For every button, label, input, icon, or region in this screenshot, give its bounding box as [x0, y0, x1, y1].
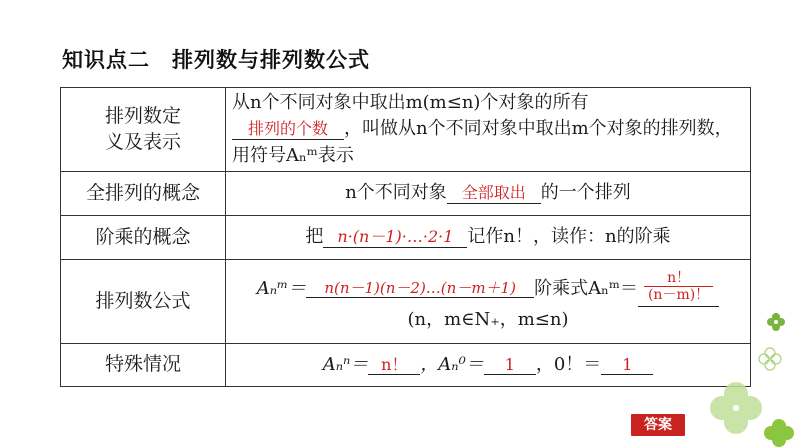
- definition-text-pre: 从n个不同对象中取出m(m≤n)个对象的所有: [232, 92, 589, 114]
- clover-icon: [758, 347, 782, 371]
- row-label-special-cases: 特殊情况: [61, 344, 226, 387]
- formula-factorial-label: 阶乘式Aₙᵐ＝: [534, 277, 638, 299]
- definition-answer-blank: 排列的个数: [232, 119, 344, 139]
- table-row: [61, 216, 751, 260]
- row-content-special-cases: [226, 344, 751, 387]
- factorial-answer-blank: n·(n－1)·…·2·1: [323, 227, 467, 247]
- formula-lhs: Aₙᵐ＝: [256, 277, 307, 299]
- special-case-1-label: Aₙⁿ＝: [322, 353, 369, 375]
- formula-fraction-blank: [638, 270, 719, 308]
- definition-text-post: ，叫做从n个不同对象中取出m个对象的排列数，用符号Aₙᵐ表示: [232, 118, 733, 166]
- special-case-3-label: ，0！＝: [535, 353, 602, 375]
- row-label-definition: 排列数定 义及表示: [61, 88, 226, 172]
- row-label-factorial: 阶乘的概念: [61, 216, 226, 260]
- permutation-table: [60, 87, 751, 387]
- special-case-2-label: ，Aₙ⁰＝: [420, 353, 484, 375]
- formula-condition: (n，m∈N₊，m≤n): [407, 309, 569, 331]
- full-permutation-text-pre: n个不同对象: [345, 182, 447, 204]
- answer-button[interactable]: 答案: [631, 414, 685, 436]
- factorial-text-post: 记作n！，读作：n的阶乘: [467, 226, 671, 248]
- formula-product-answer-blank: n(n－1)(n－2)…(n－m＋1): [306, 279, 534, 298]
- full-permutation-text-post: 的一个排列: [540, 182, 631, 204]
- section-title: 知识点二 排列数与排列数公式: [62, 48, 370, 72]
- special-case-3-answer-blank: 1: [601, 355, 653, 375]
- row-content-definition: [226, 88, 751, 172]
- row-content-full-permutation: [226, 172, 751, 216]
- table-row: [61, 172, 751, 216]
- row-content-formula: [226, 260, 751, 344]
- special-case-2-answer-blank: 1: [484, 355, 536, 375]
- row-label-formula: 排列数公式: [61, 260, 226, 344]
- row-label-full-permutation: 全排列的概念: [61, 172, 226, 216]
- fraction-numerator: n！: [644, 270, 713, 288]
- fraction-denominator: (n－m)！: [647, 287, 710, 304]
- special-case-1-answer-blank: n！: [368, 355, 420, 375]
- table-row: [61, 260, 751, 344]
- full-permutation-answer-blank: 全部取出: [447, 183, 541, 203]
- clover-icon: [706, 378, 766, 438]
- clover-icon: [766, 312, 786, 332]
- table-row: [61, 88, 751, 172]
- factorial-text-pre: 把: [305, 226, 324, 248]
- table-row: [61, 344, 751, 387]
- row-content-factorial: [226, 216, 751, 260]
- clover-icon: [764, 418, 794, 447]
